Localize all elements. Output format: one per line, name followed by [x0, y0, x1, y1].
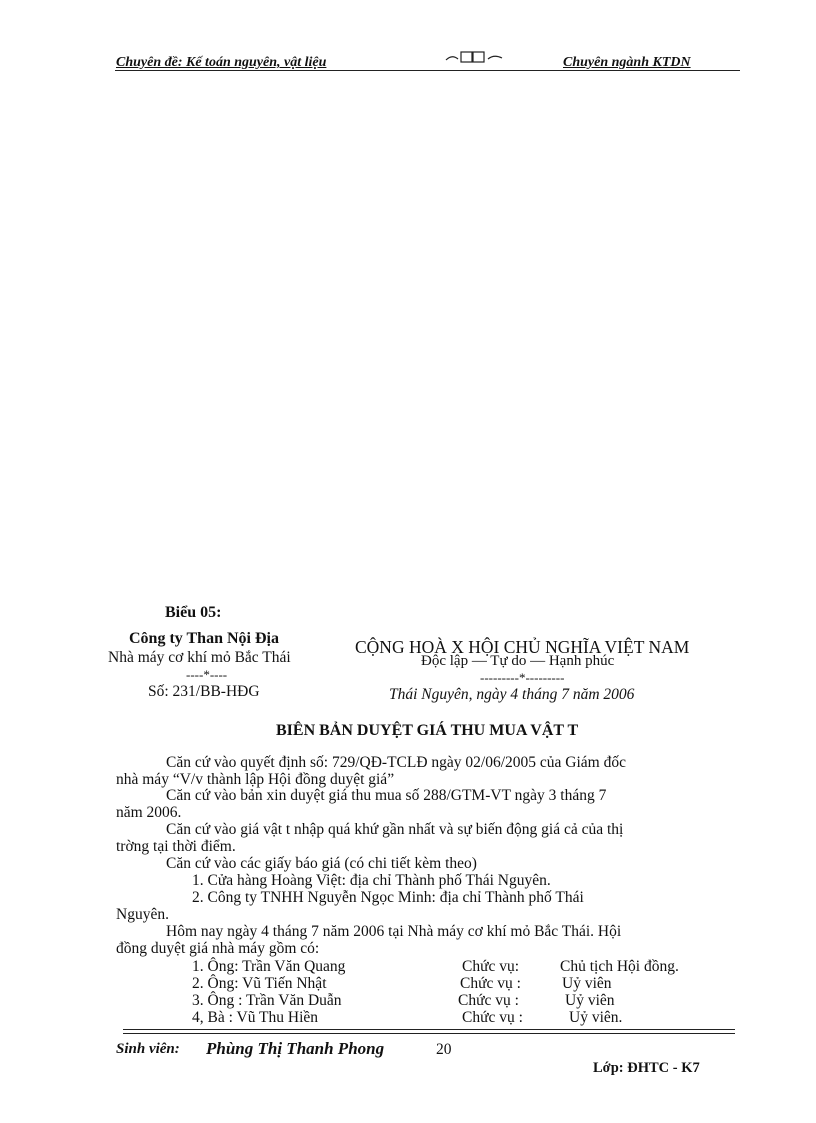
member-name: 3. Ông : Trần Văn Duẫn	[192, 992, 342, 1009]
body-line: đồng duyệt giá nhà máy gồm có:	[116, 940, 320, 957]
body-line: Căn cứ vào các giấy báo giá (có chi tiết kèm theo)	[166, 855, 477, 872]
body-line: Hôm nay ngày 4 tháng 7 năm 2006 tại Nhà máy cơ khí mỏ Bắc Thái. Hội	[166, 923, 622, 940]
member-role: Uỷ viên.	[569, 1009, 623, 1026]
body-line: năm 2006.	[116, 804, 182, 821]
footer-rule	[123, 1029, 735, 1034]
national-motto: Độc lập — Tự do — Hạnh phúc	[421, 653, 615, 669]
body-line: nhà máy “V/v thành lập Hội đồng duyệt giá”	[116, 771, 395, 788]
member-name: 2. Ông: Vũ Tiến Nhật	[192, 975, 327, 992]
place-date: Thái Nguyên, ngày 4 tháng 7 năm 2006	[389, 686, 635, 703]
form-number: Biểu 05:	[165, 604, 222, 621]
member-role: Uỷ viên	[565, 992, 615, 1009]
header-rule	[115, 70, 740, 71]
member-role-label: Chức vụ :	[462, 1009, 523, 1026]
member-name: 4, Bà : Vũ Thu Hiền	[192, 1009, 319, 1026]
member-role-label: Chức vụ :	[460, 975, 521, 992]
member-role-label: Chức vụ :	[458, 992, 519, 1009]
member-role: Uỷ viên	[562, 975, 612, 992]
body-line: 1. Cửa hàng Hoàng Việt: địa chỉ Thành phố Thái Nguyên.	[192, 872, 551, 889]
factory-name: Nhà máy cơ khí mỏ Bắc Thái	[108, 649, 291, 666]
company-name: Công ty Than Nội Địa	[129, 630, 279, 647]
student-name: Phùng Thị Thanh Phong	[206, 1039, 385, 1058]
body-line: Căn cứ vào quyết định số: 729/QĐ-TCLĐ ngày 02/06/2005 của Giám đốc	[166, 754, 626, 771]
class-label: Lớp: ĐHTC - K7	[593, 1060, 700, 1076]
header-left: Chuyên đề: Kế toán nguyên, vật liệu	[116, 55, 327, 70]
document-number: Số: 231/BB-HĐG	[148, 683, 260, 700]
student-label: Sinh viên:	[116, 1041, 180, 1057]
member-role: Chủ tịch Hội đồng.	[560, 958, 679, 975]
member-role-label: Chức vụ:	[462, 958, 520, 975]
document-title: BIÊN BẢN DUYỆT GIÁ THU MUA VẬT T	[276, 722, 579, 739]
nation-title: CỘNG HOÀ X HỘI CHỦ NGHĨA VIỆT NAM	[355, 637, 690, 657]
body-line: trờng tại thời điểm.	[116, 838, 236, 855]
body-line: Nguyên.	[116, 906, 169, 923]
body-line: Căn cứ vào bản xin duyệt giá thu mua số 288/GTM-VT ngày 3 tháng 7	[166, 787, 607, 804]
page-number: 20	[436, 1041, 452, 1058]
star-divider-left: ----*----	[186, 667, 228, 682]
member-name: 1. Ông: Trần Văn Quang	[192, 958, 346, 975]
body-line: 2. Công ty TNHH Nguyễn Ngọc Minh: địa chỉ Thành phố Thái	[192, 889, 584, 906]
body-line: Căn cứ vào giá vật t nhập quá khứ gần nhất và sự biến động giá cả của thị	[166, 821, 624, 838]
star-divider-right: ---------*---------	[480, 670, 565, 685]
header-right: Chuyên ngành KTDN	[563, 55, 691, 70]
book-ornament-icon	[444, 48, 504, 66]
